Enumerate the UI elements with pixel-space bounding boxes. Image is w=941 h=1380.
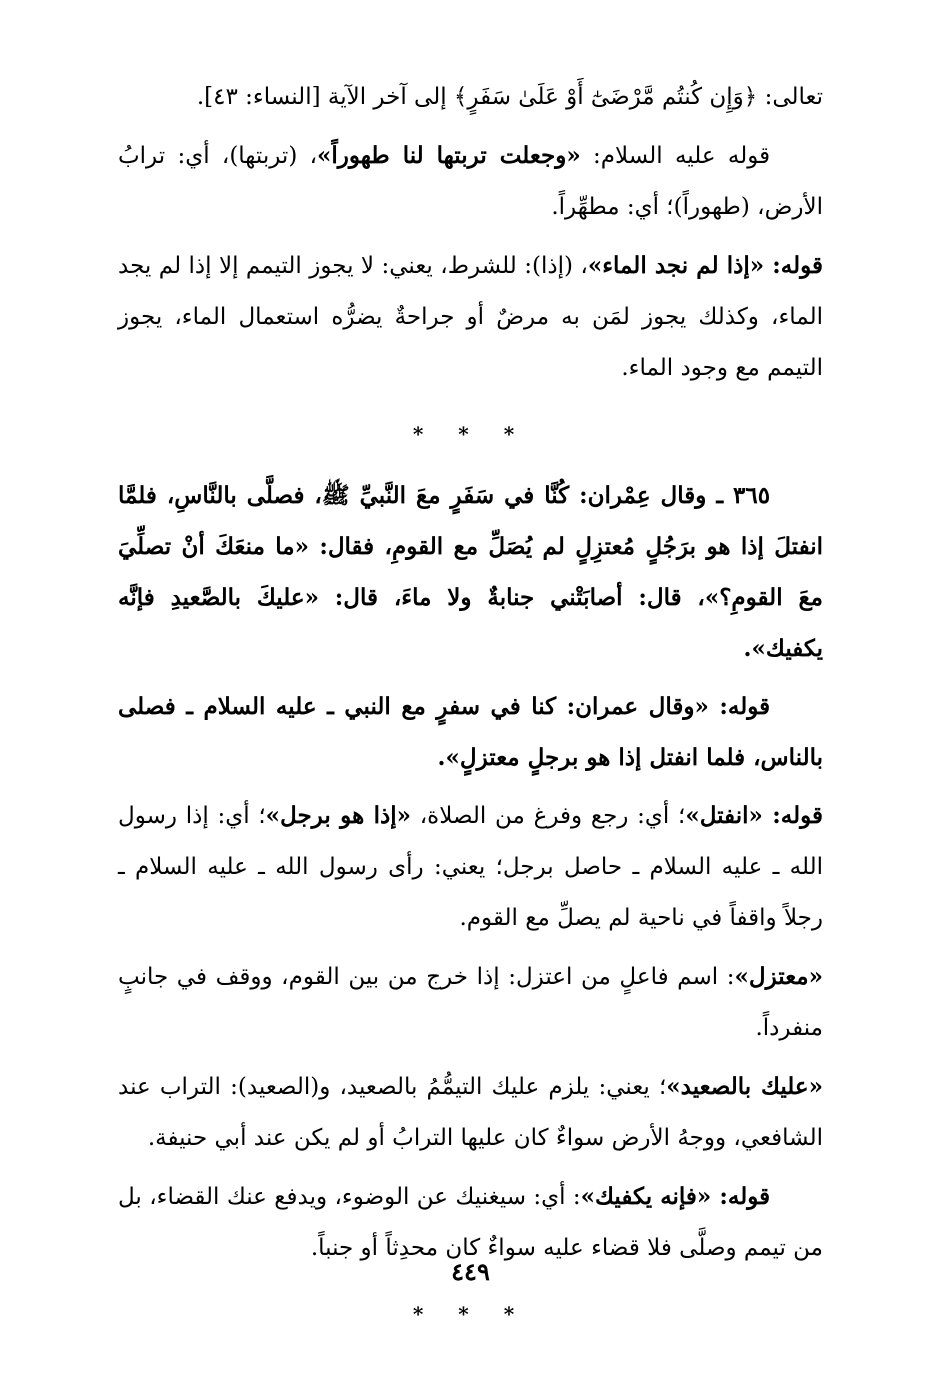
hadith-paragraph	[118, 470, 823, 674]
quoted-phrase: «معتزل»	[734, 963, 823, 990]
commentary-text: : اسم فاعلٍ من اعتزل: إذا خرج من بين القوم، ووقف في جانبٍ منفرداً.	[118, 964, 823, 1041]
commentary-text: : أي: سيغنيك عن الوضوء، ويدفع عنك القضاء، بل من تيمم وصلَّى فلا قضاء عليه سواءٌ كان محدِثاً أو جنباً.	[118, 1184, 823, 1261]
commentary-text: ، (إذا): للشرط، يعني: لا يجوز التيمم إلا إذا لم يجد الماء، وكذلك يجوز لمَن به مرضٌ أو جراحةٌ يضرُّه استعمال الماء، يجوز التيمم مع وجود الماء.	[118, 253, 823, 381]
page-body	[118, 72, 823, 1332]
commentary-text: ؛ يعني: يلزم عليك التيمُّمُ بالصعيد، و(الصعيد): التراب عند الشافعي، ووجهُ الأرض سواءٌ كان عليها الترابُ أو لم يكن عند أبي حنيفة.	[118, 1074, 823, 1151]
quoted-phrase: قوله: «انفتل»	[685, 802, 823, 829]
hadith-text: ٣٦٥ ـ وقال عِمْران: كُنَّا في سَفَرٍ معَ النَّبيِّ ﷺ، فصلَّى بالنَّاسِ، فلمَّا انفتلَ إذا هو برَجُلٍ مُعتزِلٍ لم يُصَلِّ مع القومِ، فقال: «ما منعَكَ أنْ تصلِّيَ معَ القومِ؟»، قال: أصابَتْني جنابةٌ ولا ماءَ، قال: «عليكَ بالصَّعيدِ فإنَّه يكفيك».	[118, 482, 823, 662]
commentary-paragraph	[118, 130, 823, 233]
commentary-text: ؛ أي: رجع وفرغ من الصلاة،	[411, 803, 686, 829]
commentary-paragraph	[118, 681, 823, 783]
quoted-phrase: «عليك بالصعيد»	[666, 1073, 824, 1100]
commentary-paragraph	[118, 1061, 823, 1164]
quoted-phrase: «إذا هو برجل»	[265, 802, 412, 829]
verse-citation-paragraph	[118, 72, 823, 123]
verse-citation: تعالى: ﴿وَإِن كُنتُم مَّرْضَىٰٓ أَوْ عَلَىٰ سَفَرٍ﴾ إلى آخر الآية [النساء: ٤٣].	[196, 84, 823, 110]
quoted-phrase: قوله: «إذا لم نجد الماء»	[587, 252, 823, 279]
quoted-phrase: قوله: «فإنه يكفيك»	[580, 1183, 771, 1210]
quoted-phrase: قوله: «وقال عمران: كنا في سفرٍ مع النبي ـ عليه السلام ـ فصلى بالناس، فلما انفتل إذا هو برجلٍ معتزلٍ».	[118, 693, 823, 771]
commentary-paragraph	[118, 790, 823, 944]
commentary-paragraph	[118, 951, 823, 1054]
commentary-text: ؛ أي: إذا رسول الله ـ عليه السلام ـ حاصل برجل؛ يعني: رأى رسول الله ـ عليه السلام ـ رجلاً واقفاً في ناحية لم يصلِّ مع القوم.	[118, 803, 823, 931]
quoted-phrase: «وجعلت تربتها لنا طهوراً»	[317, 142, 581, 169]
page-number: ٤٤٩	[451, 1257, 490, 1286]
commentary-paragraph	[118, 240, 823, 394]
commentary-text: ، (تربتها)، أي: ترابُ الأرض، (طهوراً)؛ أي: مطهِّراً.	[118, 143, 823, 220]
section-separator: * * *	[412, 1302, 529, 1326]
commentary-lead: قوله عليه السلام:	[580, 143, 771, 169]
section-separator: * * *	[412, 422, 529, 446]
